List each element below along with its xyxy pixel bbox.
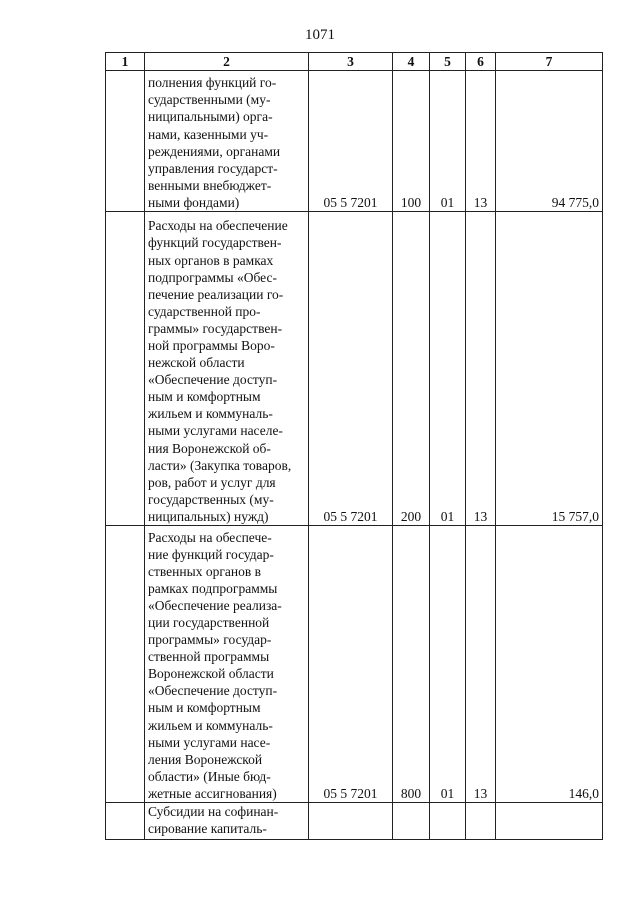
page-number: 1071 (305, 27, 335, 43)
column-header-6: 6 (466, 53, 496, 71)
column-header-2: 2 (145, 53, 309, 71)
description-line: ных органов в рамках (148, 252, 274, 268)
section-cell (430, 803, 466, 840)
section-cell: 01 (430, 212, 466, 526)
subsection-cell (466, 803, 496, 840)
section-cell: 01 (430, 71, 466, 212)
description-cell (145, 526, 309, 803)
description-line: жетные ассигнования) (148, 785, 277, 801)
description-line: ласти» (Закупка товаров, (148, 457, 292, 473)
row-number-cell (106, 212, 145, 526)
subsection-cell: 13 (466, 212, 496, 526)
description-cell (145, 71, 309, 212)
description-line: ние функций государ- (148, 546, 274, 562)
target-article-cell: 05 5 7201 (309, 526, 393, 803)
description-line: программы» государ- (148, 632, 272, 648)
description-line: ции государственной (148, 614, 270, 630)
description-line: ния Воронежской об- (148, 440, 271, 456)
table-row (106, 803, 603, 840)
table-header-row (106, 53, 603, 71)
table-row (106, 526, 603, 803)
description-line: ным и комфортным (148, 700, 261, 716)
description-line: жильем и коммуналь- (148, 717, 273, 733)
description-line: Воронежской области (148, 666, 274, 682)
expense-type-cell: 100 (393, 71, 430, 212)
description-line: ными фондами) (148, 194, 240, 210)
description-line: государственных (му- (148, 491, 274, 507)
description-line: «Обеспечение доступ- (148, 683, 278, 699)
amount-cell: 94 775,0 (496, 71, 603, 212)
description-line: ления Воронежской (148, 751, 263, 767)
description-line: ным и комфортным (148, 389, 261, 405)
description-line: ными услугами населе- (148, 423, 283, 439)
target-article-cell: 05 5 7201 (309, 212, 393, 526)
description-line: ственных органов в (148, 563, 261, 579)
description-line: венными внебюджет- (148, 177, 272, 193)
column-header-5: 5 (430, 53, 466, 71)
table-row (106, 71, 603, 212)
table-row (106, 212, 603, 526)
description-line: ниципальных) нужд) (148, 508, 269, 524)
description-line: сирование капиталь- (148, 821, 267, 837)
description-line: жильем и коммуналь- (148, 406, 273, 422)
amount-cell: 15 757,0 (496, 212, 603, 526)
description-line: ными услугами насе- (148, 734, 271, 750)
column-header-4: 4 (393, 53, 430, 71)
description-line: «Обеспечение доступ- (148, 372, 278, 388)
column-header-3: 3 (309, 53, 393, 71)
description-line: нами, казенными уч- (148, 126, 269, 142)
description-line: полнения функций го- (148, 75, 277, 91)
row-number-cell (106, 526, 145, 803)
subsection-cell: 13 (466, 526, 496, 803)
description-line: реждениями, органами (148, 143, 281, 159)
description-line: сударственной про- (148, 303, 261, 319)
description-line: граммы» государствен- (148, 320, 283, 336)
description-line: нежской области (148, 355, 245, 371)
description-line: области» (Иные бюд- (148, 768, 271, 784)
row-number-cell (106, 803, 145, 840)
expense-type-cell: 800 (393, 526, 430, 803)
description-cell (145, 803, 309, 840)
description-line: функций государствен- (148, 235, 282, 251)
expense-type-cell (393, 803, 430, 840)
amount-cell (496, 803, 603, 840)
description-line: печение реализации го- (148, 286, 284, 302)
description-line: рамках подпрограммы (148, 580, 278, 596)
description-line: сударственными (му- (148, 92, 271, 108)
description-line: Субсидии на софинан- (148, 804, 279, 819)
amount-cell: 146,0 (496, 526, 603, 803)
subsection-cell: 13 (466, 71, 496, 212)
table-body (106, 71, 603, 840)
description-line: ственной программы (148, 649, 270, 665)
target-article-cell: 05 5 7201 (309, 71, 393, 212)
section-cell: 01 (430, 526, 466, 803)
target-article-cell (309, 803, 393, 840)
description-line: «Обеспечение реализа- (148, 597, 282, 613)
column-header-7: 7 (496, 53, 603, 71)
budget-table (105, 52, 603, 840)
description-line: подпрограммы «Обес- (148, 269, 277, 285)
column-header-1: 1 (106, 53, 145, 71)
description-line: управления государст- (148, 160, 278, 176)
description-line: ров, работ и услуг для (148, 474, 276, 490)
expense-type-cell: 200 (393, 212, 430, 526)
description-cell (145, 212, 309, 526)
description-line: Расходы на обеспечение (148, 218, 288, 234)
description-line: ной программы Воро- (148, 337, 275, 353)
description-line: Расходы на обеспече- (148, 529, 272, 545)
row-number-cell (106, 71, 145, 212)
description-line: ниципальными) орга- (148, 109, 273, 125)
